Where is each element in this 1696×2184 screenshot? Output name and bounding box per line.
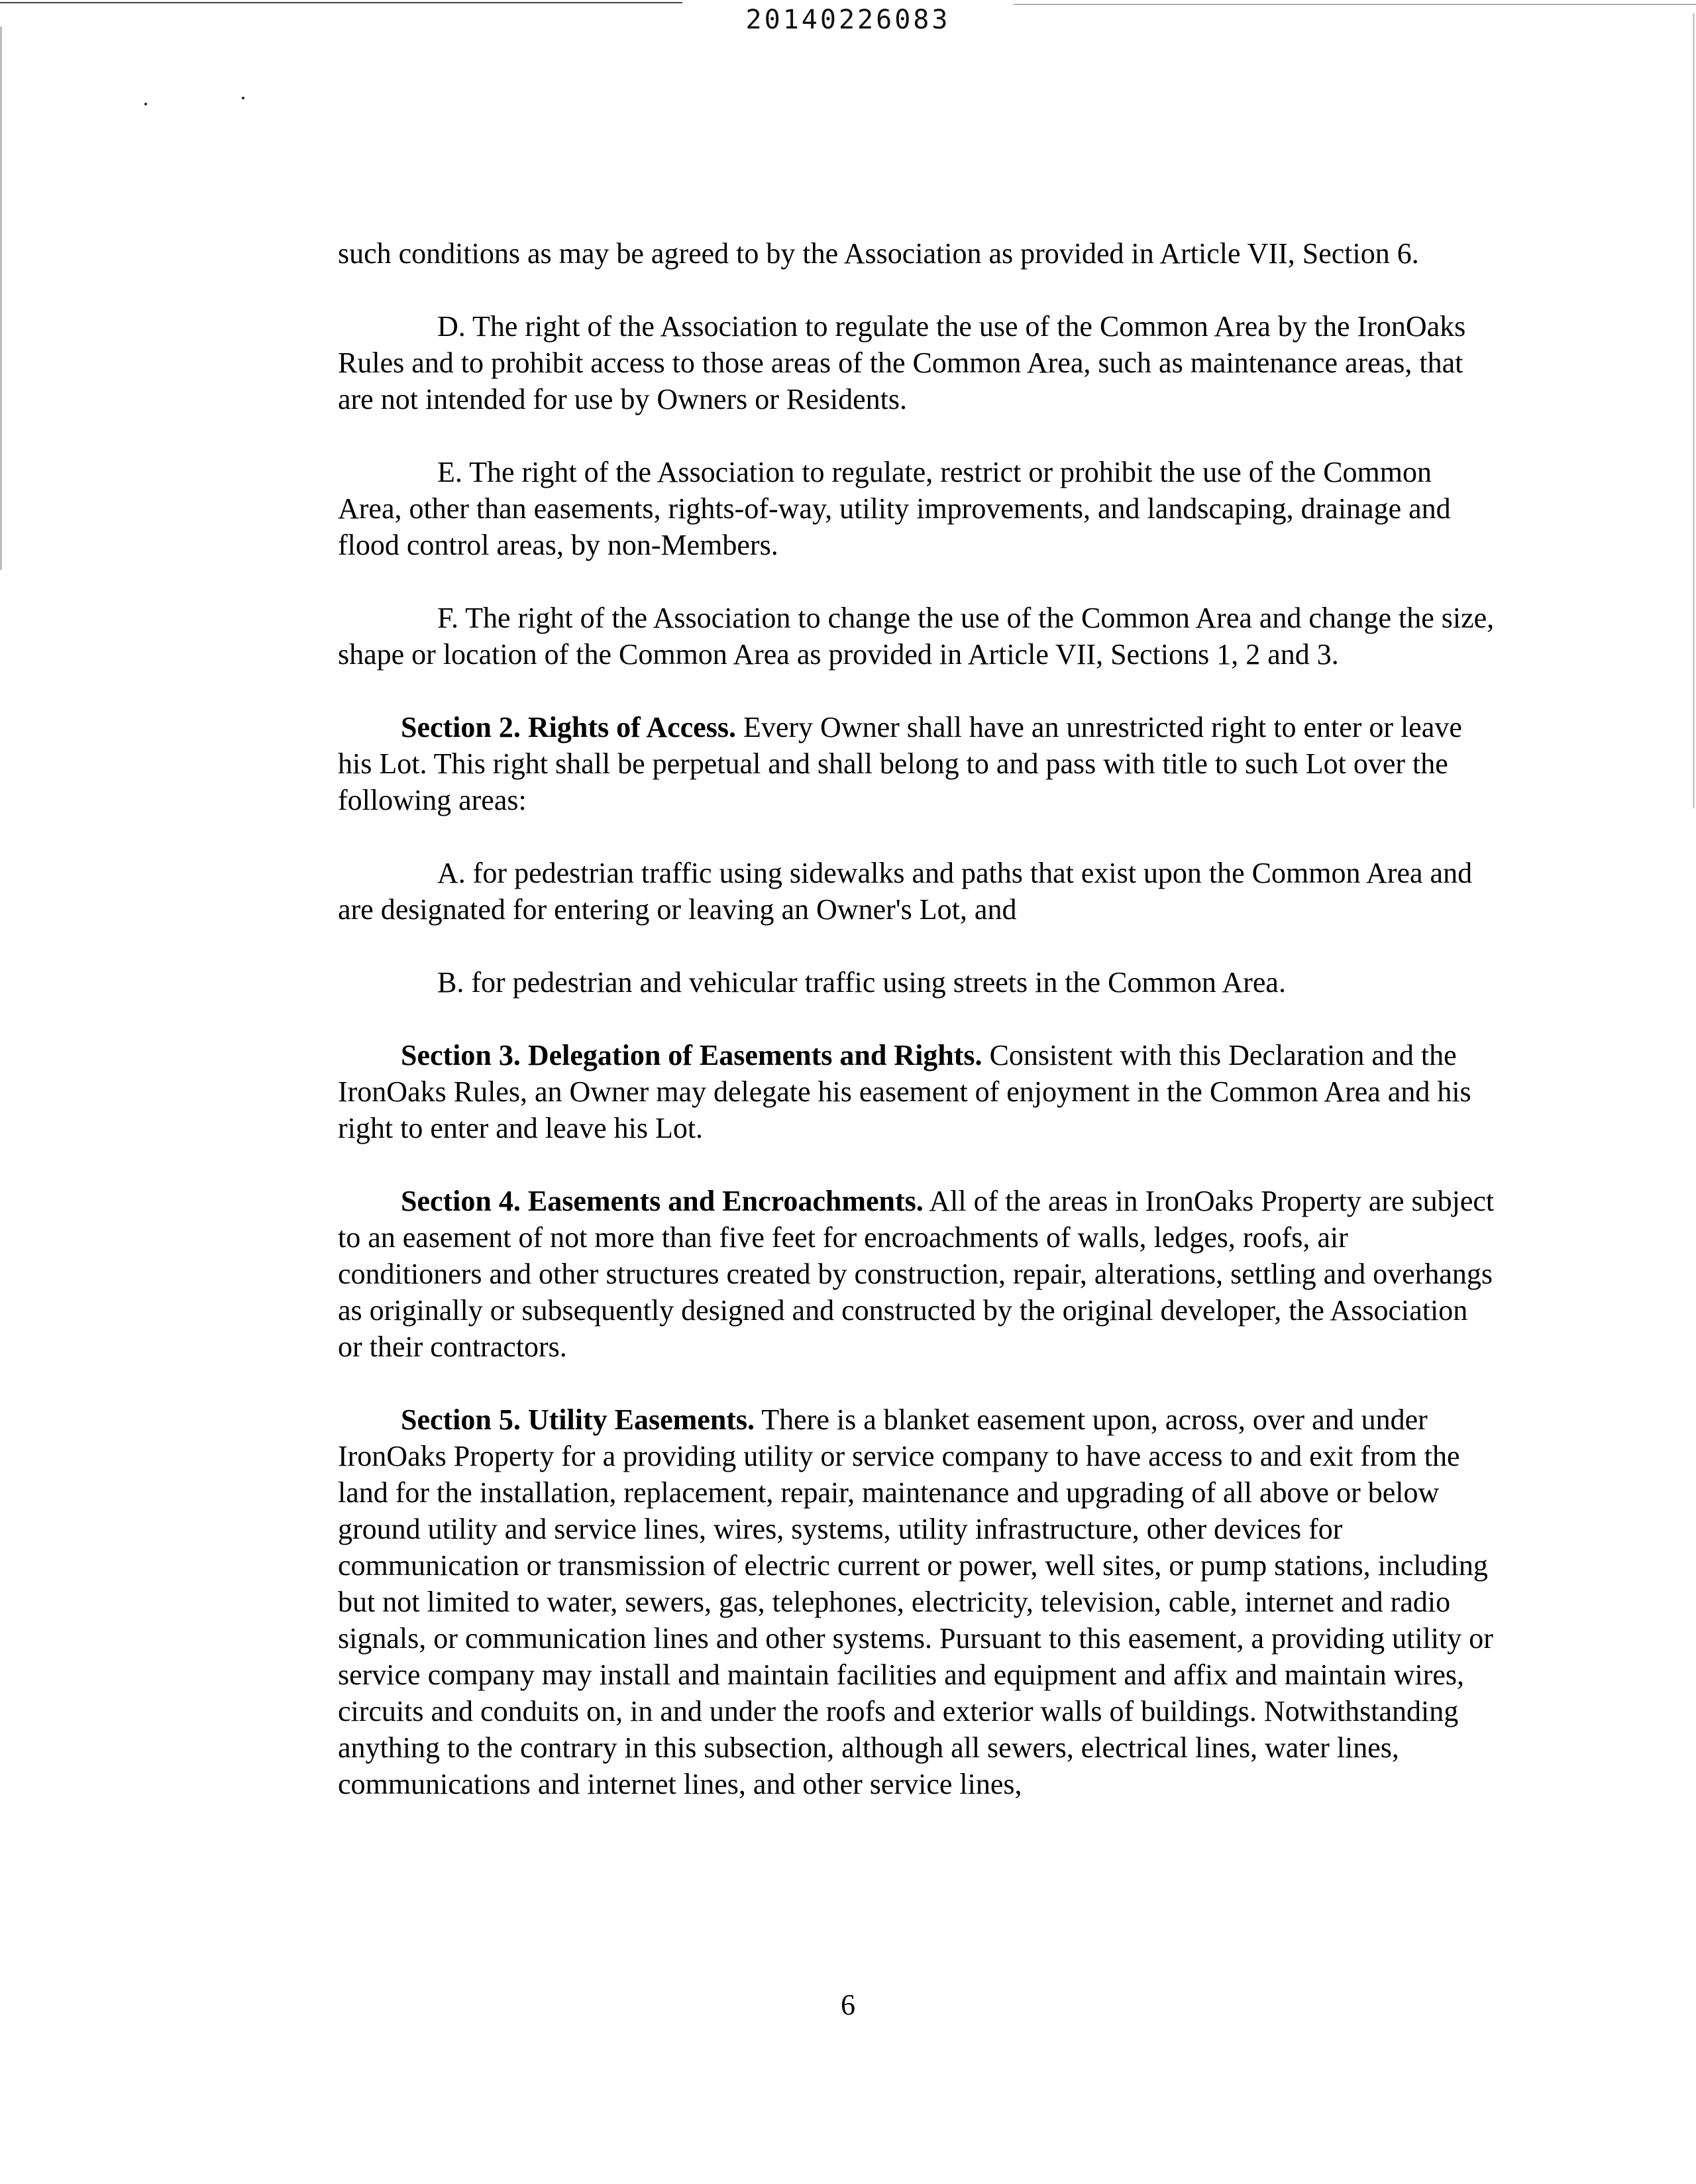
section-heading: Section 2. Rights of Access.: [401, 711, 736, 743]
paragraph-continuation: [338, 235, 1497, 272]
document-body: [338, 235, 1497, 1839]
paragraph-text: A. for pedestrian traffic using sidewalks and paths that exist upon the Common Area and are designated for entering or leaving an Owner's Lot, and: [338, 857, 1473, 926]
section-3: [338, 1037, 1497, 1146]
paragraph-text: E. The right of the Association to regulate, restrict or prohibit the use of the Common Area, other than easements, rights-of-way, utility improvements, and landscaping, drainage and flood control areas, by non-Members.: [338, 456, 1451, 561]
section-text: Consistent with this Declaration and the IronOaks Rules, an Owner may delegate his easement of enjoyment in the Common Area and his right to enter and leave his Lot.: [338, 1039, 1471, 1144]
paragraph-text: such conditions as may be agreed to by the Association as provided in Article VII, Section 6.: [338, 237, 1419, 270]
scan-speck: [242, 97, 244, 99]
section-heading: Section 4. Easements and Encroachments.: [401, 1185, 924, 1217]
section-5: [338, 1401, 1497, 1802]
scan-speck: [144, 103, 147, 105]
page-number: 6: [841, 1989, 855, 2021]
paragraph-text: F. The right of the Association to change the use of the Common Area and change the size, shape or location of the Common Area as provided in Article VII, Sections 1, 2 and 3.: [338, 602, 1495, 671]
paragraph-item-a: [338, 855, 1497, 928]
paragraph-item-b: [338, 964, 1497, 1001]
paragraph-item-e: [338, 454, 1497, 563]
section-heading: Section 5. Utility Easements.: [401, 1403, 755, 1436]
paragraph-text: D. The right of the Association to regulate the use of the Common Area by the IronOaks Rules and to prohibit access to those areas of the Common Area, such as maintenance areas, that are not intended for use by Owners or Residents.: [338, 310, 1466, 415]
paragraph-item-f: [338, 600, 1497, 673]
recording-number: 20140226083: [745, 5, 951, 35]
paragraph-item-d: [338, 308, 1497, 417]
section-4: [338, 1183, 1497, 1365]
section-text: All of the areas in IronOaks Property are subject to an easement of not more than five feet for encroachments of walls, ledges, roofs, air conditioners and other structures created by construction, repair, alterations, settling and overhangs as originally or subsequently designed and constructed by the original developer, the Association or their contractors.: [338, 1185, 1495, 1363]
section-2: [338, 709, 1497, 818]
paragraph-text: B. for pedestrian and vehicular traffic using streets in the Common Area.: [437, 966, 1286, 999]
scan-edge-mark: [1693, 13, 1695, 808]
section-text: There is a blanket easement upon, across, over and under IronOaks Property for a providing utility or service company to have access to and exit from the land for the installation, replacement, repair, maintenance and upgrading of all above or below ground utility and service lines, wires, systems, utility infrastructure, other devices for communication or transmission of electric current or power, well sites, or pump stations, including but not limited to water, sewers, gas, telephones, electricity, television, cable, internet and radio signals, or communication lines and other systems. Pursuant to this easement, a providing utility or service company may install and maintain facilities and equipment and affix and maintain wires, circuits and conduits on, in and under the roofs and exterior walls of buildings. Notwithstanding anything to the contrary in this subsection, although all sewers, electrical lines, water lines, communications and internet lines, and other service lines,: [338, 1403, 1493, 1800]
scan-edge-mark: [0, 27, 2, 570]
section-heading: Section 3. Delegation of Easements and Rights.: [401, 1039, 982, 1071]
section-text: Every Owner shall have an unrestricted right to enter or leave his Lot. This right shall be perpetual and shall belong to and pass with title to such Lot over the following areas:: [338, 711, 1462, 816]
